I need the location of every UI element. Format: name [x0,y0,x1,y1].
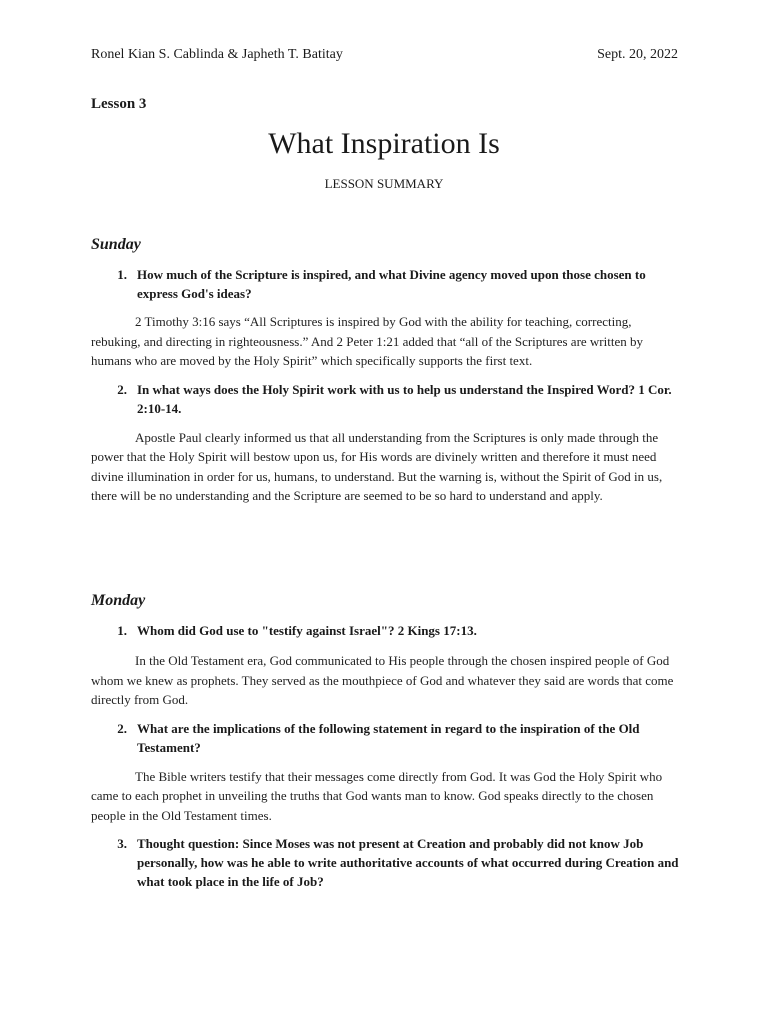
question-item [91,265,679,303]
question-text: Thought question: Since Moses was not present at Creation and probably did not know Job personally, how was he able to write authoritative accounts of what occurred during Creation and what took place in the life of Job? [137,836,679,889]
question-item [91,621,679,640]
question-number: 3. [117,836,127,851]
monday-section [91,591,679,891]
answer-text: Apostle Paul clearly informed us that all understanding from the Scriptures is only made through the power that the Holy Spirit will bestow upon us, for His words are divinely written and therefore it must need divine illumination in order for us, humans, to understand. But the warning is, without the Spirit of God in us, there will be no understanding and the Scripture are seemed to be so hard to understand and apply. [91,429,663,503]
question-text: Whom did God use to "testify against Israel"? 2 Kings 17:13. [137,623,477,638]
sunday-section [91,235,679,506]
date: Sept. 20, 2022 [597,47,678,62]
question-number: 2. [117,381,127,397]
question-text: How much of the Scripture is inspired, and what Divine agency moved upon those chosen to express God's ideas? [137,267,646,301]
question-text: What are the implications of the following statement in regard to the inspiration of the Old Testament? [137,720,640,755]
question-number: 1. [117,623,127,638]
question-number: 2. [117,720,127,736]
question-text: In what ways does the Holy Spirit work with us to help us understand the Inspired Word? 1 Cor. 2:10-14. [137,381,672,416]
lesson-label: Lesson 3 [91,96,147,112]
authors: Ronel Kian S. Cablinda & Japheth T. Batitay [91,47,343,62]
question-item [91,834,679,891]
day-heading-sunday: Sunday [91,236,141,253]
answer-text: In the Old Testament era, God communicated to His people through the chosen inspired people of God whom we knew as prophets. They served as the mouthpiece of God and whatever they said are words that come directly from God. [91,653,674,707]
page-title: What Inspiration Is [268,127,500,160]
page-subtitle: LESSON SUMMARY [324,176,444,191]
page-header [91,46,678,64]
question-item [91,719,679,757]
question-number: 1. [117,267,127,282]
question-item [91,380,679,418]
answer-text: The Bible writers testify that their messages come directly from God. It was God the Holy Spirit who came to each prophet in unveiling the truths that God wants man to know. God speaks directly to the chosen people in the Old Testament times. [91,768,663,823]
day-heading-monday: Monday [91,592,146,609]
answer-text: 2 Timothy 3:16 says “All Scriptures is inspired by God with the ability for teaching, correcting, rebuking, and directing in righteousness.” And 2 Peter 1:21 added that “all of the Scriptures are written by humans who are moved by the Holy Spirit” which specifically supports the first text. [91,314,643,368]
